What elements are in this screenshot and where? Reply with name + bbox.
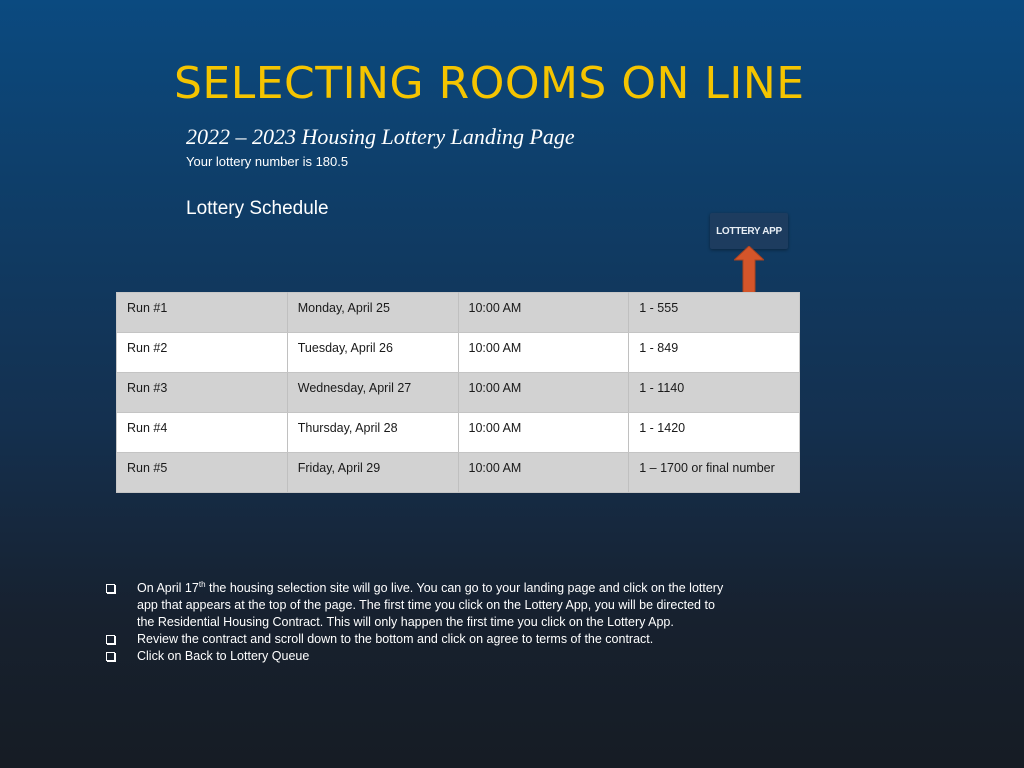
time-cell: 10:00 AM xyxy=(458,453,629,493)
time-cell: 10:00 AM xyxy=(458,293,629,333)
checkbox-bullet-icon xyxy=(106,652,115,661)
list-item xyxy=(104,648,724,665)
run-cell: Run #3 xyxy=(117,373,288,413)
table-row xyxy=(117,293,800,333)
table-row xyxy=(117,453,800,493)
range-cell: 1 - 555 xyxy=(629,293,800,333)
ordinal-suffix: th xyxy=(198,579,206,589)
table-row xyxy=(117,373,800,413)
date-cell: Monday, April 25 xyxy=(287,293,458,333)
instruction-text: the housing selection site will go live. You can go to your landing page and click on the lottery app that appears at the top of the page. The first time you click on the Lottery App, you will be directed to the Residential Housing Contract. This will only happen the first time you click on the Lottery App. xyxy=(137,581,724,629)
run-cell: Run #4 xyxy=(117,413,288,453)
range-cell: 1 - 849 xyxy=(629,333,800,373)
page-title: SELECTING ROOMS ON LINE xyxy=(174,58,805,109)
instruction-text: On April 17 xyxy=(137,581,199,595)
time-cell: 10:00 AM xyxy=(458,413,629,453)
lottery-schedule-table xyxy=(116,292,800,493)
checkbox-bullet-icon xyxy=(106,584,115,593)
instructions-list xyxy=(104,580,724,665)
time-cell: 10:00 AM xyxy=(458,333,629,373)
list-item xyxy=(104,631,724,648)
date-cell: Thursday, April 28 xyxy=(287,413,458,453)
date-cell: Wednesday, April 27 xyxy=(287,373,458,413)
run-cell: Run #1 xyxy=(117,293,288,333)
instruction-text: Review the contract and scroll down to the bottom and click on agree to terms of the contract. xyxy=(137,632,654,646)
lottery-number-text: Your lottery number is 180.5 xyxy=(186,154,349,169)
page-subtitle: 2022 – 2023 Housing Lottery Landing Page xyxy=(186,124,575,149)
checkbox-bullet-icon xyxy=(106,635,115,644)
run-cell: Run #5 xyxy=(117,453,288,493)
table-row xyxy=(117,413,800,453)
list-item xyxy=(104,580,724,631)
range-cell: 1 - 1420 xyxy=(629,413,800,453)
instruction-text: Click on Back to Lottery Queue xyxy=(137,649,310,663)
date-cell: Friday, April 29 xyxy=(287,453,458,493)
date-cell: Tuesday, April 26 xyxy=(287,333,458,373)
run-cell: Run #2 xyxy=(117,333,288,373)
time-cell: 10:00 AM xyxy=(458,373,629,413)
schedule-heading: Lottery Schedule xyxy=(186,198,329,219)
arrow-up-icon xyxy=(734,246,764,294)
table-row xyxy=(117,333,800,373)
range-cell: 1 – 1700 or final number xyxy=(629,453,800,493)
range-cell: 1 - 1140 xyxy=(629,373,800,413)
lottery-app-button[interactable]: LOTTERY APP xyxy=(710,213,788,249)
